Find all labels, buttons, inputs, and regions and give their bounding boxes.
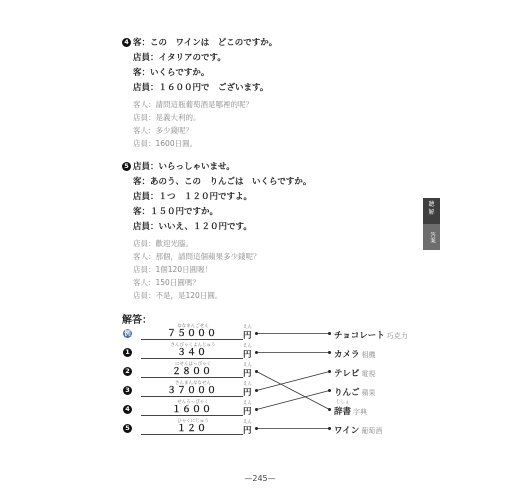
row-reading: せんろっぴゃく (177, 400, 209, 405)
yen-label: 円 (243, 369, 252, 379)
row-reading: にせんはっぴゃく (175, 362, 211, 367)
row-number: 例 (124, 329, 131, 337)
dialog4-translation-1: 客人：請問這瓶葡萄酒是哪裡的呢？ (133, 100, 253, 109)
page-number: —245— (244, 474, 276, 483)
item-reading: じしょ (336, 400, 350, 405)
yen-label: 円 (243, 350, 252, 360)
dialog4-translation-3: 客人：多少錢呢？ (133, 126, 193, 135)
dialog5-line-5: 店員：いいえ、１２０円です。 (133, 222, 252, 232)
item-word: カメラ (334, 350, 360, 360)
row-reading: ひゃくにじゅう (177, 419, 209, 424)
dialog5-translation-4: 客人：150日圓嗎？ (133, 278, 200, 287)
dialog5-translation-1: 店員：歡迎光臨。 (133, 239, 193, 248)
row-reading: さんまんななせん (175, 381, 211, 386)
yen-reading: えん (243, 344, 252, 349)
row-value: ３７０００ (141, 386, 243, 397)
yen-label: 円 (243, 407, 252, 417)
yen-reading: えん (243, 325, 252, 330)
dialog4-translation-2: 店員：是義大利的。 (133, 113, 201, 122)
dialog4-line-3: 客：いくらですか。 (133, 68, 210, 78)
dialog4-line-1: 4 客：この ワインは どこのですか。 (122, 38, 277, 49)
dialog4-line-4: 店員：１６００円で ございます。 (133, 83, 269, 93)
row-value: １６００ (141, 405, 243, 416)
dialog5-line-4: 客：１５０円ですか。 (133, 207, 219, 217)
row-reading: さんびゃくよんじゅう (170, 343, 216, 348)
dialog5-number: 5 (122, 162, 131, 171)
yen-label: 円 (243, 388, 252, 398)
yen-label: 円 (243, 331, 252, 341)
yen-reading: えん (243, 363, 252, 368)
item-translation: 葡萄酒 (361, 427, 383, 435)
row-number: 1 (123, 348, 132, 357)
yen-reading: えん (243, 420, 252, 425)
item-word: チョコレート (334, 331, 385, 341)
yen-reading: えん (243, 401, 252, 406)
dialog4-number: 4 (122, 38, 131, 47)
dialog5-line-3: 店員：１つ １２０円ですよ。 (133, 192, 253, 202)
item-translation: 蘋果 (361, 389, 376, 397)
yen-reading: えん (243, 382, 252, 387)
dialog5-line-2: 客：あのう、この りんごは いくらですか。 (133, 177, 312, 187)
match-line (257, 391, 330, 410)
match-line (257, 372, 330, 391)
item-word: 辞書 (334, 407, 352, 417)
side-tab-top: 聽 解 (423, 198, 440, 224)
item-translation: 相機 (361, 351, 376, 359)
dialog4-translation-4: 店員：1600日圓。 (133, 139, 198, 148)
answers-title: 解答： (122, 315, 152, 326)
item-word: りんご (334, 388, 360, 398)
row-number: 4 (123, 405, 132, 414)
row-value: ２８００ (141, 367, 243, 378)
item-translation: 字典 (353, 408, 368, 416)
yen-label: 円 (243, 426, 252, 436)
row-value: ３４０ (141, 348, 243, 359)
match-line (257, 372, 330, 410)
item-word: ワイン (334, 426, 360, 436)
item-translation: 電視 (361, 370, 376, 378)
item-word: テレビ (334, 369, 360, 379)
dialog5-line-1: 5 店員：いらっしゃいませ。 (122, 162, 235, 173)
dialog5-translation-5: 店員：不是，是120日圓。 (133, 291, 223, 300)
side-tab-bottom: 答案 (429, 231, 435, 243)
row-number: 5 (123, 424, 132, 433)
dialog4-line-2: 店員：イタリアのです。 (133, 53, 226, 63)
row-value: ７５０００ (141, 329, 243, 340)
dialog5-translation-3: 店員：1個120日圓喔！ (133, 265, 213, 274)
row-number: 3 (123, 386, 132, 395)
item-translation: 巧克力 (386, 332, 408, 340)
row-value: １２０ (141, 424, 243, 435)
dialog5-translation-2: 客人：那個，請問這個蘋果多少錢呢？ (133, 252, 261, 261)
row-reading: ななまんごせん (177, 324, 209, 329)
row-number: 2 (123, 367, 132, 376)
